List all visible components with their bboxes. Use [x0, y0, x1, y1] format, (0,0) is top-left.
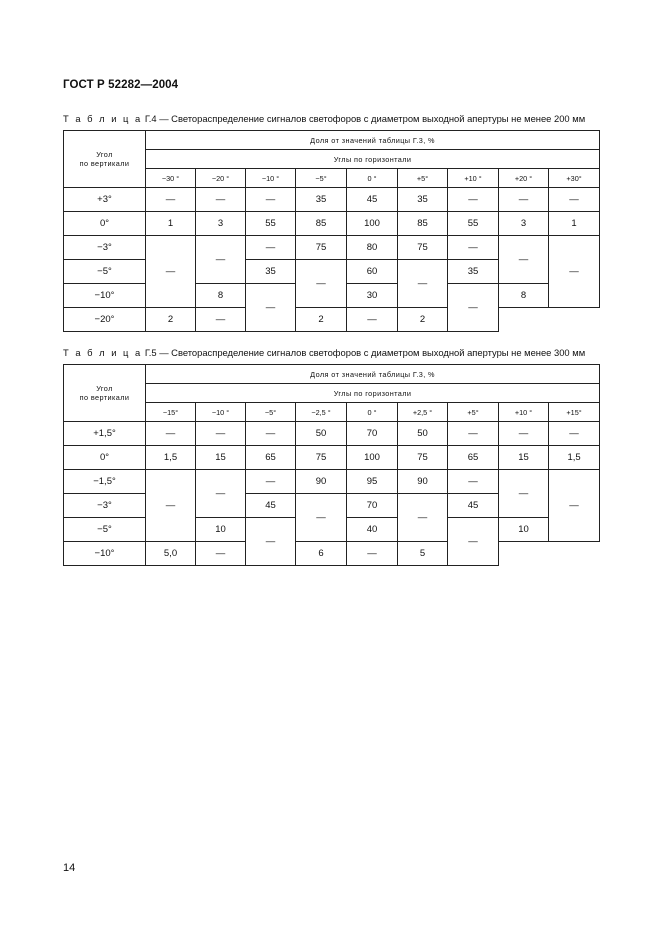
table-cell: 30 — [347, 284, 398, 308]
table-cell: — — [549, 470, 600, 542]
table-cell: — — [146, 422, 196, 446]
table-cell: 55 — [246, 212, 296, 236]
row-label: −10° — [64, 542, 146, 566]
row-label: −5° — [64, 518, 146, 542]
table-g5-caption — [63, 347, 585, 358]
column-header: −30 ° — [146, 169, 196, 188]
table-cell: — — [347, 308, 398, 332]
table-cell: — — [398, 260, 448, 308]
table-cell: — — [246, 188, 296, 212]
table-cell: — — [296, 260, 347, 308]
table-cell: 85 — [296, 212, 347, 236]
table-cell: — — [246, 422, 296, 446]
column-header: +20 ° — [499, 169, 549, 188]
table-cell: 35 — [246, 260, 296, 284]
table-cell: 3 — [499, 212, 549, 236]
row-label: −20° — [64, 308, 146, 332]
table-cell: 45 — [246, 494, 296, 518]
table-row — [64, 212, 600, 236]
table-cell: 90 — [296, 470, 347, 494]
row-label: −1,5° — [64, 470, 146, 494]
table-cell: — — [246, 518, 296, 566]
table-cell: — — [549, 422, 600, 446]
table-cell: — — [196, 422, 246, 446]
column-header: −5° — [246, 403, 296, 422]
table-cell: 2 — [398, 308, 448, 332]
table-cell: 80 — [347, 236, 398, 260]
table-cell: 60 — [347, 260, 398, 284]
table-cell: 90 — [398, 470, 448, 494]
row-label: −3° — [64, 494, 146, 518]
column-header: −20 ° — [196, 169, 246, 188]
column-header: +5° — [448, 403, 499, 422]
row-label: +1,5° — [64, 422, 146, 446]
vertical-angle-header — [64, 131, 146, 188]
table-cell: — — [246, 284, 296, 332]
table-cell: 35 — [398, 188, 448, 212]
table-cell: 50 — [398, 422, 448, 446]
table-cell: — — [499, 422, 549, 446]
table-row — [64, 236, 600, 260]
column-header: −2,5 ° — [296, 403, 347, 422]
table-cell: 55 — [448, 212, 499, 236]
table-cell: — — [448, 284, 499, 332]
table-cell: 15 — [499, 446, 549, 470]
column-header: +10 ° — [448, 169, 499, 188]
table-cell: — — [448, 518, 499, 566]
table-cell: 70 — [347, 494, 398, 518]
row-label: 0° — [64, 446, 146, 470]
table-cell: 2 — [146, 308, 196, 332]
table-g5 — [63, 364, 600, 566]
table-row — [64, 446, 600, 470]
column-header: +10 ° — [499, 403, 549, 422]
table-cell: — — [196, 542, 246, 566]
table-cell: — — [398, 494, 448, 542]
table-cell: 100 — [347, 446, 398, 470]
table-cell: — — [499, 470, 549, 518]
table-cell: — — [146, 470, 196, 542]
table-cell: 2 — [296, 308, 347, 332]
column-header: −5° — [296, 169, 347, 188]
table-cell: — — [246, 236, 296, 260]
table-cell: — — [499, 188, 549, 212]
table-cell: 65 — [246, 446, 296, 470]
table-cell: 75 — [398, 446, 448, 470]
row-label: −5° — [64, 260, 146, 284]
table-cell: — — [448, 470, 499, 494]
caption-text: Г.5 — Светораспределение сигналов светофоров с диаметром выходной апертуры не менее 300 мм — [144, 347, 586, 358]
table-cell: — — [146, 236, 196, 308]
column-header: +2,5 ° — [398, 403, 448, 422]
table-cell: — — [196, 236, 246, 284]
row-label: 0° — [64, 212, 146, 236]
table-cell: 5 — [398, 542, 448, 566]
column-header: 0 ° — [347, 169, 398, 188]
table-cell: 8 — [499, 284, 549, 308]
table-cell: 10 — [196, 518, 246, 542]
table-row — [64, 542, 600, 566]
row-label: +3° — [64, 188, 146, 212]
table-cell: 3 — [196, 212, 246, 236]
table-row — [64, 188, 600, 212]
table-cell: — — [296, 494, 347, 542]
table-row — [64, 308, 600, 332]
caption-label: Т а б л и ц а — [63, 113, 143, 124]
table-cell: 75 — [296, 236, 347, 260]
share-header: Доля от значений таблицы Г.3, % — [146, 365, 600, 384]
table-cell: 85 — [398, 212, 448, 236]
table-cell: 75 — [398, 236, 448, 260]
column-header: +5° — [398, 169, 448, 188]
table-row — [64, 470, 600, 494]
horizontal-angles-header: Углы по горизонтали — [146, 384, 600, 403]
table-cell: 100 — [347, 212, 398, 236]
table-row — [64, 422, 600, 446]
table-cell: 5,0 — [146, 542, 196, 566]
table-cell: — — [196, 188, 246, 212]
table-cell: 15 — [196, 446, 246, 470]
table-cell: 70 — [347, 422, 398, 446]
table-cell: — — [146, 188, 196, 212]
column-header: +15° — [549, 403, 600, 422]
table-cell: — — [448, 236, 499, 260]
table-cell: 95 — [347, 470, 398, 494]
table-cell: — — [448, 422, 499, 446]
horizontal-angles-header: Углы по горизонтали — [146, 150, 600, 169]
table-cell: 10 — [499, 518, 549, 542]
table-g4 — [63, 130, 600, 332]
table-cell: 35 — [448, 260, 499, 284]
table-cell: 45 — [448, 494, 499, 518]
table-cell: 1,5 — [146, 446, 196, 470]
table-cell: 45 — [347, 188, 398, 212]
caption-label: Т а б л и ц а — [63, 347, 143, 358]
vertical-angle-header-text: Угол по вертикали — [79, 384, 130, 402]
vertical-angle-header-text: Угол по вертикали — [79, 150, 130, 168]
table-cell: — — [549, 236, 600, 308]
column-header: +30° — [549, 169, 600, 188]
document-title: ГОСТ Р 52282—2004 — [63, 79, 179, 91]
page-number: 14 — [63, 862, 76, 874]
column-header: −10 ° — [246, 169, 296, 188]
column-header: 0 ° — [347, 403, 398, 422]
table-cell: 1 — [549, 212, 600, 236]
table-cell: 6 — [296, 542, 347, 566]
table-cell: 40 — [347, 518, 398, 542]
column-header: −10 ° — [196, 403, 246, 422]
vertical-angle-header — [64, 365, 146, 422]
table-cell: — — [448, 188, 499, 212]
column-header: −15° — [146, 403, 196, 422]
table-cell: — — [246, 470, 296, 494]
row-label: −10° — [64, 284, 146, 308]
table-cell: 35 — [296, 188, 347, 212]
table-cell: 75 — [296, 446, 347, 470]
table-cell: 1,5 — [549, 446, 600, 470]
share-header: Доля от значений таблицы Г.3, % — [146, 131, 600, 150]
table-cell: — — [549, 188, 600, 212]
table-cell: 50 — [296, 422, 347, 446]
table-cell: 8 — [196, 284, 246, 308]
caption-text: Г.4 — Светораспределение сигналов светофоров с диаметром выходной апертуры не менее 200 мм — [144, 113, 586, 124]
row-label: −3° — [64, 236, 146, 260]
table-cell: — — [196, 470, 246, 518]
table-cell: 1 — [146, 212, 196, 236]
table-cell: 65 — [448, 446, 499, 470]
table-cell: — — [499, 236, 549, 284]
table-cell: — — [347, 542, 398, 566]
table-cell: — — [196, 308, 246, 332]
table-g4-caption — [63, 113, 585, 124]
